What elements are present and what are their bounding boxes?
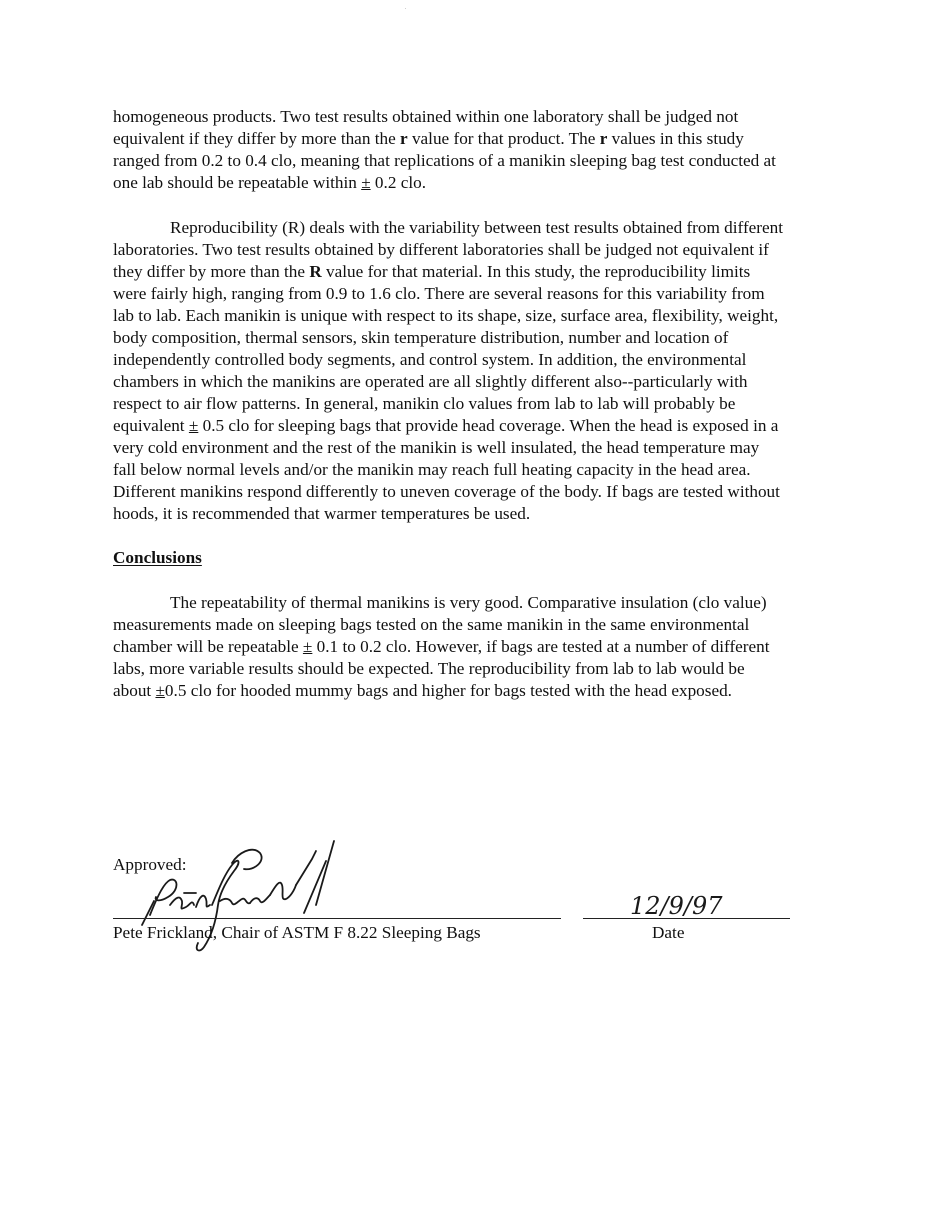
text-line: Different manikins respond differently to uneven coverage of the body. If bags are tested without [113,482,780,501]
conclusions-heading: Conclusions [113,548,202,567]
plus-minus-symbol: ± [302,637,313,656]
text-line: lab to lab. Each manikin is unique with respect to its shape, size, surface area, flexibility, weight, [113,306,779,325]
text-line: Reproducibility (R) deals with the variability between test results obtained from different [170,218,784,237]
text-line: very cold environment and the rest of the manikin is well insulated, the head temperature may [113,438,760,457]
text-line: measurements made on sleeping bags tested on the same manikin in the same environmental [113,615,750,634]
text-line: one lab should be repeatable within ± 0.2 clo. [113,173,426,192]
plus-minus-symbol: ± [361,173,371,192]
date-line [583,918,790,919]
reproducibility-paragraph [113,217,848,525]
text-line: equivalent ± 0.5 clo for sleeping bags that provide head coverage. When the head is exposed in a [113,416,779,435]
scan-speck [405,8,406,9]
handwritten-date-text: 12/9/97 [630,892,723,920]
text-line: were fairly high, ranging from 0.9 to 1.6 clo. There are several reasons for this variability from [113,284,765,303]
text-line: laboratories. Two test results obtained by different laboratories shall be judged not equivalent if [113,240,769,259]
text-line: labs, more variable results should be expected. The reproducibility from lab to lab would be [113,659,745,678]
text-line: The repeatability of thermal manikins is very good. Comparative insulation (clo value) [170,593,767,612]
text-line: hoods, it is recommended that warmer temperatures be used. [113,504,531,523]
handwritten-date [628,888,738,922]
approved-label: Approved: [113,855,187,874]
r-symbol: r [400,129,408,148]
conclusions-paragraph [113,592,848,702]
date-label: Date [652,923,685,942]
text-line: independently controlled body segments, and control system. In addition, the environmental [113,350,747,369]
r-symbol: R [309,262,322,281]
text-line: they differ by more than the R value for that material. In this study, the reproducibility limits [113,262,751,281]
signature-line [113,918,561,919]
plus-minus-symbol: ± [155,681,165,700]
r-symbol: r [599,129,608,148]
plus-minus-symbol: ± [188,416,199,435]
text-line: equivalent if they differ by more than the r value for that product. The r values in this study [113,129,744,148]
text-line: ranged from 0.2 to 0.4 clo, meaning that replications of a manikin sleeping bag test conducted at [113,151,776,170]
text-line: homogeneous products. Two test results obtained within one laboratory shall be judged not [113,107,739,126]
repeatability-paragraph [113,106,848,194]
text-line: chamber will be repeatable ± 0.1 to 0.2 clo. However, if bags are tested at a number of different [113,637,770,656]
text-line: body composition, thermal sensors, skin temperature distribution, number and location of [113,328,729,347]
text-line: respect to air flow patterns. In general, manikin clo values from lab to lab will probably be [113,394,736,413]
text-line: chambers in which the manikins are operated are all slightly different also--particularly with [113,372,748,391]
text-line: fall below normal levels and/or the manikin may reach full heating capacity in the head area. [113,460,751,479]
text-line: about ±0.5 clo for hooded mummy bags and higher for bags tested with the head exposed. [113,681,732,700]
signer-name: Pete Frickland, Chair of ASTM F 8.22 Sleeping Bags [113,923,481,942]
